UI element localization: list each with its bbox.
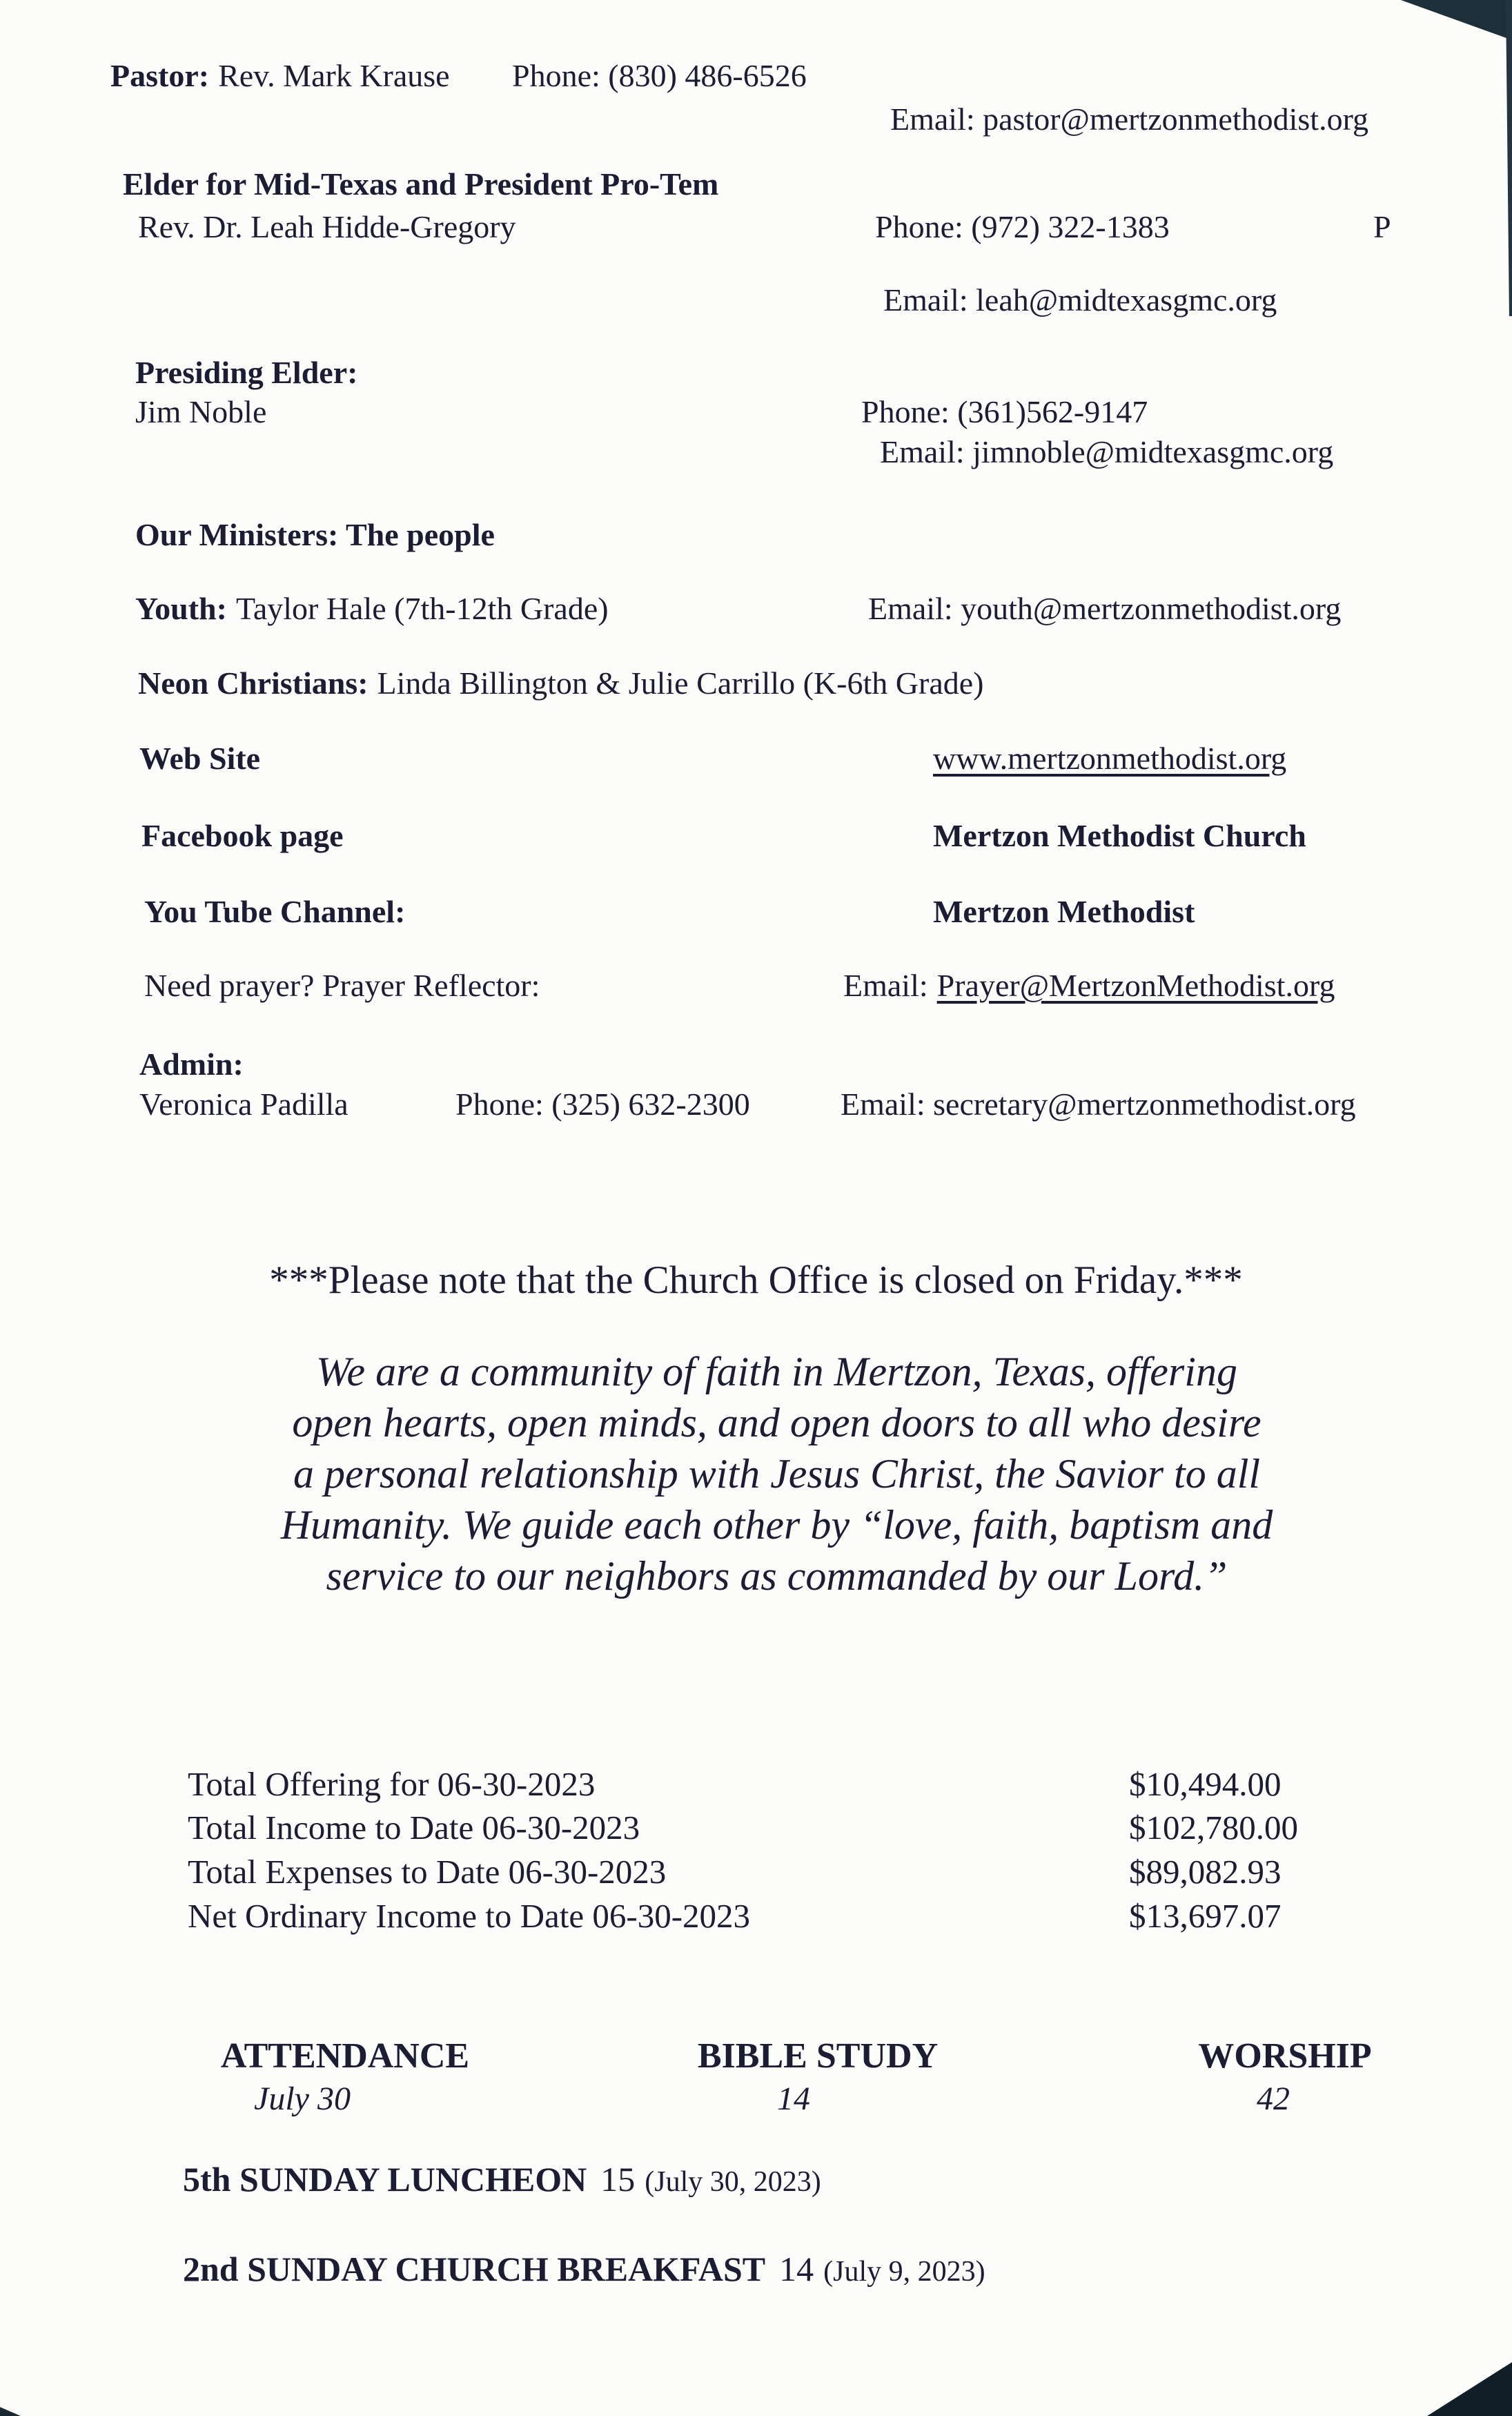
neon-christians-group [138,665,983,701]
pastor-label: Pastor: [110,58,210,93]
breakfast-row [183,2249,985,2289]
prayer-email-prefix: Email: [843,968,928,1003]
financial-label: Total Expenses to Date 06-30-2023 [188,1853,667,1891]
financial-label: Total Offering for 06-30-2023 [188,1765,596,1803]
facebook-label: Facebook page [141,818,344,853]
breakfast-date: (July 9, 2023) [823,2256,985,2288]
breakfast-count: 14 [779,2250,814,2288]
youth-email: Email: youth@mertzonmethodist.org [868,591,1342,626]
elder-name: Rev. Dr. Leah Hidde-Gregory [138,209,516,244]
scan-artifact-bottom-left [0,2407,21,2416]
breakfast-title: 2nd SUNDAY CHURCH BREAKFAST [183,2250,766,2288]
bible-study-header: BIBLE STUDY [697,2036,939,2076]
mission-line-1: We are a community of faith in Mertzon, Texas, offering [316,1349,1237,1394]
worship-header: WORSHIP [1198,2036,1372,2076]
presiding-elder-phone: Phone: (361)562-9147 [861,394,1148,429]
financial-amount: $13,697.07 [1129,1897,1282,1935]
financial-amount: $10,494.00 [1129,1765,1282,1803]
pastor-name-group [110,58,450,94]
mission-line-4: Humanity. We guide each other by “love, faith, baptism and [280,1502,1273,1548]
luncheon-date: (July 30, 2023) [645,2166,821,2198]
scan-artifact-bottom-right [1427,2362,1512,2416]
stray-letter-p: P [1373,209,1391,244]
mission-line-2: open hearts, open minds, and open doors to all who desire [292,1400,1261,1445]
scan-artifact-top-right [1401,0,1512,40]
youth-group [135,591,609,627]
elder-phone: Phone: (972) 322-1383 [875,209,1170,244]
scan-artifact-right-edge [1506,0,1512,316]
youtube-label: You Tube Channel: [144,894,406,929]
elder-title: Elder for Mid-Texas and President Pro-Tem [123,166,719,202]
financial-amount: $102,780.00 [1129,1809,1298,1847]
mission-statement [90,1346,1464,1601]
luncheon-row [183,2159,821,2199]
luncheon-title: 5th SUNDAY LUNCHEON [183,2160,587,2199]
facebook-page-name: Mertzon Methodist Church [933,818,1306,853]
financial-label: Total Income to Date 06-30-2023 [188,1809,640,1847]
mission-line-5: service to our neighbors as commanded by our Lord.” [326,1553,1228,1599]
website-label: Web Site [139,741,261,776]
prayer-email-group [843,968,1335,1004]
ministers-label: Our Ministers: The people [135,517,495,552]
admin-name: Veronica Padilla [139,1087,348,1122]
pastor-email: Email: pastor@mertzonmethodist.org [890,101,1369,137]
pastor-name: Rev. Mark Krause [218,58,450,93]
attendance-header: ATTENDANCE [220,2036,470,2076]
website-url: www.mertzonmethodist.org [933,741,1287,776]
youth-name: Taylor Hale (7th-12th Grade) [235,591,609,626]
presiding-elder-email: Email: jimnoble@midtexasgmc.org [880,434,1334,469]
prayer-label: Need prayer? Prayer Reflector: [144,968,540,1003]
elder-email: Email: leah@midtexasgmc.org [883,282,1277,318]
mission-line-3: a personal relationship with Jesus Christ, the Savior to all [293,1451,1261,1497]
admin-email: Email: secretary@mertzonmethodist.org [841,1087,1356,1122]
financial-amount: $89,082.93 [1129,1853,1282,1891]
prayer-email-address: Prayer@MertzonMethodist.org [936,968,1335,1003]
bible-study-value: 14 [777,2081,810,2117]
neon-christians-name: Linda Billington & Julie Carrillo (K-6th Grade) [377,665,984,701]
youth-label: Youth: [135,591,227,626]
attendance-date-value: July 30 [254,2081,351,2117]
office-closed-notice: ***Please note that the Church Office is closed on Friday.*** [269,1258,1243,1302]
luncheon-count: 15 [600,2160,636,2199]
worship-value: 42 [1257,2081,1290,2117]
presiding-elder-title: Presiding Elder: [135,355,358,390]
youtube-channel-name: Mertzon Methodist [933,894,1195,929]
admin-label: Admin: [139,1046,244,1082]
pastor-phone: Phone: (830) 486-6526 [512,58,807,93]
neon-christians-label: Neon Christians: [138,665,369,701]
admin-phone: Phone: (325) 632-2300 [455,1087,750,1122]
presiding-elder-name: Jim Noble [135,394,267,429]
financial-label: Net Ordinary Income to Date 06-30-2023 [188,1897,751,1935]
